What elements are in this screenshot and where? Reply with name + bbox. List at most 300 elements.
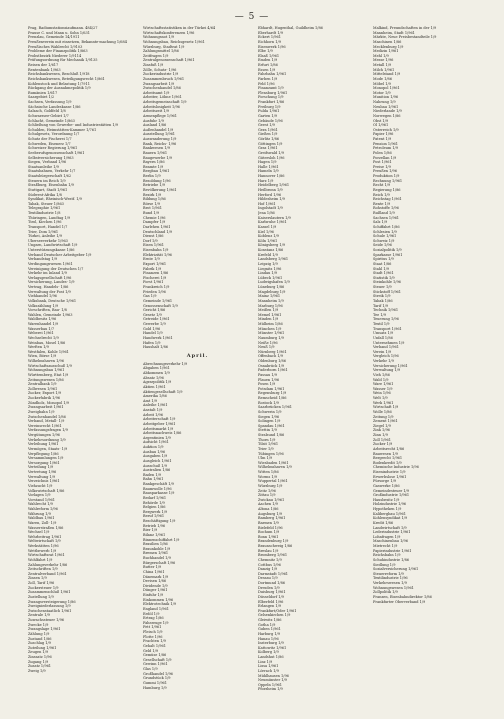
index-entry: Zement 1/961 (373, 419, 398, 424)
index-entry: Binnenschiffahrt 1/9 (143, 537, 180, 542)
index-entry: Oldenburg 1/86 (258, 359, 286, 363)
index-entry: Pforzheim 1/9 (258, 687, 283, 692)
index-entry: Verdingungswesen 1/961 (28, 261, 73, 266)
index-entry: Prag, Radiumstationsiaufmann. 484/27 (28, 26, 98, 30)
index-entry: Messe 1/96 (373, 58, 394, 63)
index-entry: Arbeitsmarkt 1/9 (143, 426, 174, 431)
index-entry: Malkind, Freundschaften in der 1/9 (373, 26, 437, 30)
index-entry: Zahlungsmittel 1/86 (143, 49, 179, 54)
index-entry: Hanau 1/96 (258, 636, 279, 641)
index-entry: Beamte 1/9 (143, 164, 164, 169)
index-entry: Versicherung, Landes- 1/9 (28, 280, 75, 285)
index-entry: Gemeinde 1/961 (143, 298, 173, 303)
index-entry: Wohnungsbau, Reichsgesetz 1/961 (143, 39, 205, 44)
index-entry: Zuckerfabrik 1/96 (28, 396, 61, 400)
index-entry: Währung 1/9 (28, 511, 51, 516)
index-entry: Volkswirtschaft 1/86 (28, 488, 65, 493)
index-entry: Zentralbank 1/9 (28, 382, 57, 387)
index-entry: Arbeiterschaft 1/9 (143, 417, 176, 422)
index-entry: Warenhandel 1/9 (28, 322, 59, 326)
index-entry: Tarif 1/9 (373, 303, 388, 308)
index-entry: Elektrotechnik 1/9 (143, 602, 176, 607)
index-entry: Ulm 1/9 (258, 456, 273, 461)
index-entry: Verwaltung der Post 1/9 (28, 289, 71, 294)
index-entry: Flensburg 1/961 (258, 90, 288, 95)
index-entry: Ertrag 1/86 (143, 616, 164, 621)
index-entry: Polen 1/86 (373, 150, 392, 155)
index-entry: Recht 1/9 (373, 183, 391, 188)
index-entry: Ebhardt, Hugenthal, Guildheim 1/86 (258, 26, 323, 30)
index-entry: Preise 1/9 (373, 164, 391, 169)
index-entry: Verein 1/9 (373, 349, 392, 354)
index-entry: Schulgesetz, Verordnung 1/7 (28, 132, 80, 137)
index-entry: Kalibergbau 1/961 (373, 511, 406, 516)
index-entry: Neiße 1/96 (258, 340, 278, 345)
index-entry: Mietrecht 1/9 (373, 544, 398, 548)
index-entry: Magdeburg 1/9 (258, 289, 286, 294)
index-entry: Australien 1/86 (143, 468, 171, 473)
index-entry: Straßburg, Eisenbahn 1/9 (28, 183, 74, 188)
index-entry: Eichhorn 1/9 (258, 39, 281, 44)
index-entry: Görlitz 1/86 (258, 137, 280, 141)
index-entry: Zwischenhandel 1/86 (28, 414, 66, 419)
index-entry: Zwischenhandel 1/86 (143, 86, 181, 91)
index-entry: Wolle 1/86 (373, 409, 392, 414)
index-entry: Außenhandel 1/9 (143, 127, 174, 132)
index-entry: Augsburg 1/9 (258, 511, 282, 516)
index-entry: Brasilien 1/86 (143, 542, 168, 547)
index-entry: Neuß 1/9 (258, 345, 275, 350)
index-entry: Arbeiter, Löhne 1/961 (143, 95, 182, 100)
index-entry: Schweiz 1/9 (373, 238, 395, 243)
index-entry: Breslau 1/9 (258, 548, 279, 553)
index-entry: Grundstück 1/9 (143, 676, 171, 681)
index-entry: Ludwigshafen 1/9 (258, 280, 290, 285)
index-entry: Feld 1/96 (258, 81, 275, 86)
index-entry: Ausfuhr 1/9 (143, 118, 164, 123)
index-entry: Gießen 1/9 (258, 132, 278, 137)
index-entry: Altona 1/86 (258, 507, 279, 511)
index-entry: Würzburg, Stadtrat 1/9 (143, 44, 185, 49)
index-entry: Ausgaben 1/9 (143, 454, 168, 459)
index-entry: Karlsruhe 1/961 (258, 220, 287, 225)
index-entry: Wirtschaftsrat 1/961 (28, 553, 65, 558)
index-entry: Erfurt 1/86 (258, 63, 278, 67)
index-entry: Bildung 1/86 (143, 197, 166, 202)
index-entry: Fabrik 1/9 (143, 266, 162, 271)
index-entry: Zusammenbruch 1/961 (143, 76, 185, 81)
index-entry: Wiesbaden 1/961 (258, 460, 289, 465)
index-entry: Minden 1/9 (258, 317, 279, 322)
index-entry: Schließung von Gewerbe- und Industriestätten 1/9 (28, 123, 119, 128)
index-entry: Landsberg 1/961 (258, 257, 289, 262)
index-entry: Halle 1/961 (258, 164, 279, 169)
index-entry: Bergwerk 1/9 (143, 509, 168, 514)
index-entry: Argentinien 1/9 (143, 435, 171, 440)
index-entry: Zeitz 1/96 (258, 488, 276, 493)
index-entry: Dortmund 1/86 (258, 581, 286, 585)
index-entry: Weinbau, Mosel 1/86 (28, 340, 66, 345)
index-entry: Duisburg 1/961 (258, 590, 286, 595)
month-heading: April. (186, 352, 209, 359)
index-entry: Remscheid 1/86 (258, 396, 287, 400)
index-entry: Zuschlag 1/9 (28, 641, 51, 646)
index-entry: Schlesien 1/9 (373, 229, 397, 234)
index-entry: Frankfurt 1/86 (258, 100, 285, 104)
index-entry: Forst 1/961 (143, 280, 164, 285)
index-entry: Bilanz 1/961 (143, 532, 166, 537)
index-entry: Prenzlau, Gemeinde 14/1911 (28, 35, 80, 40)
index-entry: Agrarpolitik 1/9 (143, 380, 172, 385)
index-entry: Neubau 1/961 (373, 104, 399, 109)
index-entry: Handwerk 1/961 (143, 335, 173, 340)
index-entry: Hof 1/961 (258, 201, 276, 206)
index-entry: Frieden 1/96 (143, 289, 166, 294)
index-entry: Probstbezirk Niederer 1/9114 (28, 53, 82, 58)
index-entry: Passau 1/9 (258, 372, 277, 377)
index-entry: Eisenindustrie 1/9 (373, 470, 406, 474)
index-entry: Börse 1/9 (143, 201, 160, 206)
index-entry: Trier 1/9 (258, 446, 274, 451)
index-entry: Vereinsrecht 1/961 (28, 423, 62, 428)
index-entry: Eisenbahn 1/9 (143, 248, 169, 252)
index-entry: Danzig 1/9 (258, 567, 278, 572)
index-entry: Wohnungsnot 1/9 (143, 35, 175, 40)
index-entry: Tirol, Kirchen 1/96 (28, 220, 62, 225)
index-entry: Rentenbank 1/963 (28, 67, 61, 72)
index-entry: Dresden 1/9 (258, 585, 280, 590)
index-entry: Ware 1/961 (373, 382, 394, 387)
index-entry: Wohnungswesen 1/961 (373, 585, 414, 590)
index-entry: Fahrzeuge 1/9 (143, 620, 169, 625)
index-entry: Gütersloh 1/96 (258, 155, 285, 160)
index-entry: Zwangsarbeit 1/961 (28, 405, 64, 410)
index-entry: Lübeck 1/961 (258, 275, 283, 280)
index-entry: Mühlhausen 1/96 (258, 673, 289, 678)
index-entry: Viehzucht 1/9 (28, 483, 53, 488)
index-entry: Dünger 1/961 (143, 588, 168, 593)
index-entry: Salzach, Goldfeld 1/8 (28, 109, 66, 114)
index-entry: Landwirtschaft 1/9 (373, 525, 407, 530)
index-entry: Gleiwitz 1/86 (258, 618, 282, 622)
index-entry: Frankfurt/Oder 1/961 (258, 608, 297, 613)
index-entry: Unfall 1/86 (373, 335, 393, 340)
index-entry: Zuwachssteuer 1/96 (28, 618, 65, 622)
index-entry: Eisen 1/961 (143, 243, 164, 248)
column-2 (143, 26, 252, 708)
index-entry: Bürgerschaft 1/96 (143, 560, 176, 565)
index-entry: Brot 1/961 (143, 206, 162, 211)
index-entry: Saarbrücken 1/961 (258, 405, 293, 410)
index-entry: Sachsen 1/961 (373, 215, 400, 220)
index-entry: Hannover 1/86 (258, 174, 285, 178)
index-entry: Preußisches Wahlrecht 1/9103 (28, 44, 83, 49)
index-entry: Holzindustrie 1/96 (373, 502, 407, 507)
column-3 (258, 26, 367, 708)
index-entry: Witten 1/86 (258, 470, 279, 474)
index-entry: Potsdam 1/961 (258, 386, 285, 391)
index-entry: Aktien 1/961 (143, 384, 166, 389)
index-entry: Gaswerke 1/86 (373, 483, 400, 488)
index-entry: Zusatz 1/961 (28, 664, 52, 669)
index-entry: Ausgleich 1/961 (143, 458, 172, 463)
index-entry: Franzen, Eisenbahndirektor 1/86 (373, 594, 432, 599)
index-entry: Finanzen 1/86 (143, 271, 169, 276)
index-entry: Zündholz, Monopol 1/9 (28, 400, 69, 405)
index-entry: Deutschland 1/9 (143, 229, 172, 234)
index-entry: Solingen 1/9 (258, 419, 281, 424)
index-entry: Essen 1/9 (258, 67, 276, 72)
index-entry: Erdöl 1/9 (143, 611, 160, 616)
index-entry: Wahlen, Gemeinde 1/963 (28, 312, 73, 317)
index-entry: Betrieb 1/96 (143, 523, 166, 528)
index-entry: Bayern 1/86 (143, 160, 165, 165)
index-entry: Obst 1/9 (373, 118, 389, 123)
index-entry: Ausschuß 1/9 (143, 463, 167, 468)
index-entry: München 1/9 (258, 326, 282, 331)
index-entry: Zwischenstaatlich 1/961 (28, 608, 72, 613)
index-entry: Tilsit 1/961 (258, 442, 279, 447)
index-entry: Öl 1/961 (373, 123, 389, 128)
index-entry: Wuppertal 1/961 (258, 479, 288, 484)
index-entry: Kredit 1/86 (373, 520, 394, 525)
index-entry: Dienst 1/86 (143, 234, 164, 239)
index-entry: Gesetz 1/9 (143, 312, 162, 317)
index-entry: Cottbus 1/96 (258, 562, 281, 567)
index-entry: Schwarzsee-Gebiet 1/7 (28, 113, 69, 118)
index-entry: Zustellung 1/9 (28, 594, 54, 599)
index-entry: Fürsorge 1/9 (373, 479, 396, 484)
index-entry: Elbe 1/9 (258, 49, 273, 54)
index-entry: Verleihung 1/961 (28, 442, 59, 447)
index-entry: Zuckersteuer 1/9 (28, 585, 59, 590)
index-entry: Oppeln 1/961 (258, 682, 282, 687)
index-entry: Werften 1/9 (28, 345, 49, 350)
index-entry: Kaiserslautern 1/9 (258, 215, 291, 220)
index-entry: Flotte 1/96 (143, 634, 163, 639)
index-entry: Wirtschaft 1/9 (373, 405, 399, 410)
index-entry: China 1/961 (143, 569, 165, 574)
index-entry: Offenbach 1/9 (258, 354, 283, 359)
index-entry: Gebäude 1/96 (258, 118, 283, 123)
index-entry: Nahrung 1/9 (373, 100, 396, 104)
index-entry: Liegnitz 1/96 (258, 266, 282, 271)
index-entry: Stettin 1/9 (258, 428, 277, 433)
index-entry: Amt 1/9 (143, 398, 157, 403)
index-entry: Lederindustrie 1/961 (373, 530, 411, 535)
index-entry: Frankreich 1/9 (143, 285, 170, 289)
index-entry: Chemische Industrie 1/96 (373, 465, 419, 470)
index-entry: Bausparkasse 1/9 (143, 491, 175, 496)
index-entry: Spandau 1/961 (258, 423, 285, 428)
index-entry: Emden 1/9 (258, 58, 278, 63)
index-entry: Barmen 1/9 (258, 520, 279, 525)
index-entry: Zink 1/96 (373, 428, 390, 433)
index-entry: Vergleich 1/96 (373, 354, 399, 359)
index-entry: Neumünster 1/9 (258, 678, 287, 683)
index-entry: Eberhardt 1/9 (258, 30, 283, 35)
index-entry: Krefeld 1/9 (258, 252, 278, 257)
index-entry: Reichstag 1/961 (373, 197, 402, 202)
index-entry: Zuckerindustrie 1/9 (143, 72, 179, 77)
index-entry: Heilbronn 1/9 (258, 187, 283, 192)
index-entry: Export 1/961 (143, 261, 167, 266)
index-entry: Vertrag, Handels- 1/86 (28, 285, 69, 289)
index-entry: Rechnung 1/961 (373, 178, 403, 183)
index-entry: Landshut 1/86 (258, 655, 284, 659)
index-entry: Auktion 1/9 (143, 445, 164, 449)
index-entry: Behörde 1/9 (143, 500, 165, 505)
index-entry: Bromberg 1/961 (258, 553, 288, 558)
index-entry: Abgaben 1/961 (143, 366, 170, 371)
index-entry: Großindustrie 1/961 (373, 493, 410, 498)
index-entry: Tabak 1/86 (373, 298, 393, 303)
index-entry: Schiffahrt 1/86 (373, 224, 400, 229)
index-entry: Hafen 1/9 (143, 340, 161, 345)
index-entry: Verwaltung 1/9 (28, 474, 56, 479)
index-entry: Aufsicht 1/961 (143, 440, 169, 445)
index-entry: Erlangen 1/9 (258, 604, 281, 609)
index-entry: Darmstadt 1/961 (258, 571, 289, 576)
index-entry: Bezirk 1/9 (143, 192, 162, 197)
index-entry: Wohlfahrt 1/9 (28, 557, 53, 562)
index-entry: Post 1/961 (373, 160, 392, 165)
index-entry: Harz 1/9 (258, 178, 274, 183)
index-entry: Graz 1/961 (258, 146, 278, 151)
index-entry: Thorn 1/9 (258, 437, 276, 442)
index-entry: Bund 1/9 (143, 211, 160, 215)
index-entry: Unternehmen 1/9 (373, 340, 405, 345)
index-entry: Statistik 1/9 (373, 275, 395, 280)
index-entry: Stralsund 1/86 (258, 433, 285, 437)
index-entry: Zählung 1/9 (28, 631, 50, 636)
index-entry: Textilindustrie 1/8 (28, 211, 61, 215)
index-entry: Köln 1/961 (258, 238, 278, 243)
index-entry: Heidelberg 1/961 (258, 183, 290, 188)
index-entry: Mittelstand 1/9 (373, 72, 401, 77)
index-entry: Buchhandel 1/9 (143, 556, 171, 560)
index-entry: Lindau 1/9 (258, 271, 278, 276)
index-entry: Munition 1/96 (373, 95, 399, 100)
index-entry: Großhandel 1/96 (143, 671, 173, 676)
index-entry: Marburg 1/96 (258, 303, 283, 308)
index-entry: Zollpolitik 1/9 (373, 590, 398, 595)
index-entry: Thüringen, Landtag 1/9 (28, 215, 71, 220)
index-entry: Wechsel 1/9 (28, 530, 50, 535)
index-entry: Sozialversicherung 1/961 (373, 567, 419, 572)
index-entry: Württemberg, Etat 1/9 (28, 372, 69, 377)
index-entry: Verkehrsordnung 1/9 (28, 437, 66, 442)
index-entry: Kohlensyndikat 1/9 (373, 516, 408, 521)
index-entry: Vergütungen 1/96 (28, 433, 60, 437)
index-entry: Textilindustrie 1/96 (373, 576, 408, 581)
index-entry: Versammlungen 1/9 (28, 456, 64, 461)
index-entry: Jena 1/86 (258, 211, 275, 215)
index-entry: Bauern 1/961 (143, 150, 168, 155)
index-entry: Dividende 1/9 (143, 583, 168, 588)
index-entry: Porzellan 1/9 (373, 155, 397, 160)
index-entry: Telegraphie 1/961 (28, 206, 61, 211)
index-entry: Amerika 1/86 (143, 394, 167, 399)
index-entry: Märkte, Neue Preisbestandteile 1/9 (373, 35, 437, 40)
index-entry: Motor 1/9 (373, 90, 391, 95)
index-entry: Elsaß 1/961 (258, 53, 280, 58)
index-entry: Farben 1/9 (258, 76, 278, 81)
index-entry: Milch 1/961 (373, 67, 395, 72)
index-entry: Zeitfragen 1/9 (143, 53, 169, 58)
index-entry: Arbeitgeber 1/961 (143, 421, 176, 426)
index-entry: Meißen 1/9 (258, 308, 279, 313)
index-entry: Westfalen, Kohle 1/961 (28, 349, 69, 354)
index-entry: Kiel 1/96 (258, 229, 274, 234)
index-entry: Mannheim 1/9 (258, 298, 284, 303)
index-entry: Metall 1/9 (373, 63, 392, 67)
index-entry: Zwickau 1/961 (258, 497, 285, 502)
index-entry: Mannheim, Stadt 1/961 (373, 30, 415, 35)
index-entry: Elektrizität 1/96 (143, 252, 172, 257)
index-entry: Wehrbeitrag 1/961 (28, 534, 62, 539)
index-entry: Weberei 1/961 (28, 331, 54, 336)
index-entry: Rußland 1/9 (373, 211, 395, 215)
index-entry: Österreich 1/9 (373, 127, 399, 132)
index-entry: Lohnfragen 1/9 (373, 534, 401, 539)
index-entry: Syndikat, Rheinisch-Westf. 1/9 (28, 197, 82, 202)
index-entry: Arbeitsgemeinschaft 1/9 (143, 100, 187, 104)
index-entry: Lörrach 1/9 (258, 668, 279, 673)
index-entry: Maschinen 1/86 (373, 39, 402, 44)
index-entry: Selbstversicherung 1/963 (28, 155, 74, 160)
index-entry: Bodenkredit 1/9 (373, 460, 402, 465)
index-entry: Hildesheim 1/9 (258, 197, 285, 202)
index-entry: Arbeit 1/96 (143, 412, 164, 417)
index-entry: Schuhindustrie 1/86 (373, 557, 410, 562)
index-entry: Stickstoff 1/961 (373, 289, 401, 294)
index-entry: Gewinn 1/961 (143, 662, 168, 667)
index-entry: Memel 1/961 (258, 312, 282, 317)
index-entry: Fulda 1/961 (258, 109, 280, 114)
index-entry: Bergrecht 1/961 (373, 456, 403, 461)
index-entry: Zoll, Tarif 1/96 (28, 581, 55, 585)
index-entry: Zölle, Schutz- 1/96 (143, 67, 177, 72)
index-entry: Freiburg 1/9 (258, 104, 281, 109)
index-entry: Hausbesitz 1/9 (373, 497, 400, 502)
index-entry: Berlin 1/9 (143, 174, 161, 178)
index-entry: Waren, Zoll- 1/9 (28, 520, 57, 525)
index-entry: Kohlenstock und Belastung 1/7911 (28, 81, 90, 86)
index-entry: Gesellschaft 1/9 (143, 657, 172, 662)
index-entry: Mecklenburg 1/9 (373, 44, 404, 49)
column-4 (373, 26, 482, 708)
index-entry: Teuerung 1/96 (373, 317, 399, 322)
index-entry: Butter 1/9 (143, 565, 162, 570)
index-entry: Reich 1/9 (373, 192, 390, 197)
index-entry: Bankwesen 1/9 (143, 146, 170, 151)
index-entry: Erwerbslose 1/961 (373, 474, 407, 479)
index-entry: Zusammenschluß 1/961 (28, 590, 71, 595)
index-entry: Mode 1/86 (373, 76, 392, 81)
index-entry: Göttingen 1/9 (258, 141, 283, 146)
index-entry: Gewerbe 1/9 (143, 322, 166, 326)
index-entry: Zweigbahn 1/9 (28, 409, 55, 414)
index-entry: Tübingen 1/96 (258, 451, 284, 456)
index-entry: Kolberg 1/9 (258, 650, 279, 655)
index-entry: Zeitschriften 1/9 (28, 567, 58, 572)
index-entry: Preußen 1/96 (373, 169, 397, 174)
index-entry: Überseeverkehr 1/963 (28, 238, 68, 243)
index-entry: Zweigniederlassung 1/9 (28, 604, 71, 609)
index-entry: Mehl 1/9 (373, 53, 389, 58)
index-entry: Arbeitslosigkeit 1/96 (143, 104, 180, 109)
